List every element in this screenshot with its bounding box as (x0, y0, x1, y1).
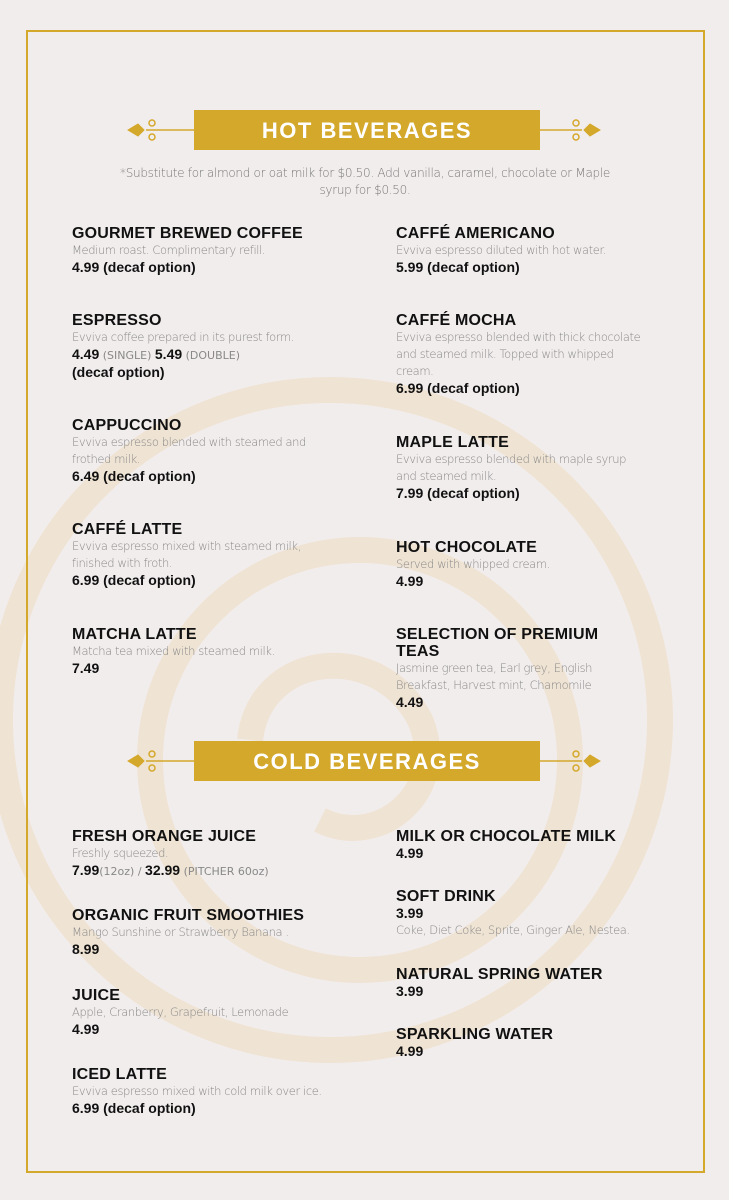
price-segment: 6.49 (decaf option) (72, 468, 196, 484)
item-price (72, 468, 322, 485)
price-segment: 6.99 (decaf option) (72, 1100, 196, 1116)
price-segment: 7.99 (decaf option) (396, 485, 520, 501)
price-segment: (SINGLE) (99, 349, 155, 362)
item-name: HOT CHOCOLATE (396, 539, 537, 556)
price-segment: 4.49 (396, 694, 424, 710)
substitution-note: *Substitute for almond or oat milk for $0.50. Add vanilla, caramel, chocolate or Maple syrup for $0.50. (120, 166, 610, 197)
price-segment: (12oz) / (99, 865, 146, 878)
menu-item (72, 417, 322, 485)
menu-item (396, 539, 646, 590)
price-segment: 8.99 (72, 941, 100, 957)
menu-item (72, 907, 322, 958)
hot-beverages-banner: HOT BEVERAGES (194, 110, 540, 150)
menu-item (72, 225, 322, 276)
right-flourish-icon (526, 749, 602, 773)
price-segment: 6.99 (decaf option) (396, 380, 520, 396)
price-segment: (decaf option) (72, 364, 165, 380)
item-price (72, 862, 322, 880)
item-price (72, 1100, 322, 1117)
item-description: Apple, Cranberry, Grapefruit, Lemonade (72, 1005, 289, 1019)
item-description: Evviva espresso blended with thick chocolate and steamed milk. Topped with whipped cream. (396, 330, 641, 378)
item-name: JUICE (72, 987, 121, 1004)
item-description: Freshly squeezed. (72, 846, 169, 860)
item-name: MAPLE LATTE (396, 434, 510, 451)
price-segment: 32.99 (145, 862, 181, 878)
price-segment: 5.49 (154, 346, 183, 362)
item-name: FRESH ORANGE JUICE (72, 828, 257, 845)
item-description: Evviva coffee prepared in its purest form. (72, 330, 294, 344)
item-price (72, 346, 322, 364)
menu-item (72, 1066, 322, 1117)
item-description: Jasmine green tea, Earl grey, English Breakfast, Harvest mint, Chamomile (396, 661, 593, 692)
price-segment: 4.99 (396, 1043, 424, 1059)
menu-item (396, 225, 646, 276)
item-price (396, 905, 646, 922)
price-segment: 4.49 (72, 346, 100, 362)
item-price (72, 1021, 322, 1038)
item-name: MATCHA LATTE (72, 626, 197, 643)
price-segment: 7.99 (72, 862, 100, 878)
item-price (396, 573, 646, 590)
menu-item (396, 828, 646, 862)
price-segment: 4.99 (decaf option) (72, 259, 196, 275)
item-name: ORGANIC FRUIT SMOOTHIES (72, 907, 305, 924)
price-segment: (PITCHER 60oz) (180, 865, 269, 878)
item-price (396, 983, 646, 1000)
price-segment: 3.99 (396, 905, 424, 921)
left-flourish-icon (126, 749, 202, 773)
item-description: Evviva espresso diluted with hot water. (396, 243, 606, 257)
cold-beverages-banner: COLD BEVERAGES (194, 741, 540, 781)
menu-item (396, 626, 636, 711)
right-flourish-icon (526, 118, 602, 142)
menu-item (396, 966, 646, 1000)
item-price (72, 259, 322, 276)
item-price (72, 660, 322, 677)
price-segment: (DOUBLE) (182, 349, 241, 362)
price-segment: 4.99 (72, 1021, 100, 1037)
item-name: CAFFÉ LATTE (72, 521, 183, 538)
price-segment: 7.49 (72, 660, 100, 676)
menu-item (72, 521, 322, 589)
item-name: CAPPUCCINO (72, 417, 182, 434)
menu-item (396, 1026, 646, 1060)
item-price (396, 485, 646, 502)
item-price (396, 380, 646, 397)
item-price (396, 1043, 646, 1060)
item-name: ICED LATTE (72, 1066, 168, 1083)
item-description: Evviva espresso mixed with steamed milk, finished with froth. (72, 539, 301, 570)
price-segment: 5.99 (decaf option) (396, 259, 520, 275)
menu-item (72, 828, 322, 880)
item-name: ESPRESSO (72, 312, 162, 329)
item-price (72, 941, 322, 958)
item-name: GOURMET BREWED COFFEE (72, 225, 303, 242)
item-description: Mango Sunshine or Strawberry Banana . (72, 925, 289, 939)
item-name: MILK OR CHOCOLATE MILK (396, 828, 617, 845)
item-price (396, 845, 646, 862)
item-description: Evviva espresso blended with steamed and frothed milk. (72, 435, 306, 466)
item-price (72, 572, 322, 589)
item-price (396, 259, 646, 276)
item-name: CAFFÉ AMERICANO (396, 225, 555, 242)
item-name: NATURAL SPRING WATER (396, 966, 603, 983)
menu-item (72, 312, 322, 381)
item-note: Coke, Diet Coke, Sprite, Ginger Ale, Nestea. (396, 923, 630, 937)
item-description: Served with whipped cream. (396, 557, 550, 571)
item-price (72, 364, 322, 381)
menu-item (72, 987, 322, 1038)
item-name: SELECTION OF PREMIUM TEAS (396, 626, 599, 660)
price-segment: 4.99 (396, 845, 424, 861)
menu-item (396, 312, 646, 397)
item-name: CAFFÉ MOCHA (396, 312, 517, 329)
price-segment: 4.99 (396, 573, 424, 589)
price-segment: 3.99 (396, 983, 424, 999)
menu-item (396, 888, 646, 939)
menu-item (396, 434, 646, 502)
price-segment: 6.99 (decaf option) (72, 572, 196, 588)
item-description: Medium roast. Complimentary refill. (72, 243, 266, 257)
item-description: Evviva espresso mixed with cold milk over ice. (72, 1084, 322, 1098)
item-price (396, 694, 636, 711)
item-description: Evviva espresso blended with maple syrup and steamed milk. (396, 452, 627, 483)
left-flourish-icon (126, 118, 202, 142)
item-description: Matcha tea mixed with steamed milk. (72, 644, 275, 658)
menu-item (72, 626, 322, 677)
item-name: SOFT DRINK (396, 888, 496, 905)
item-name: SPARKLING WATER (396, 1026, 554, 1043)
